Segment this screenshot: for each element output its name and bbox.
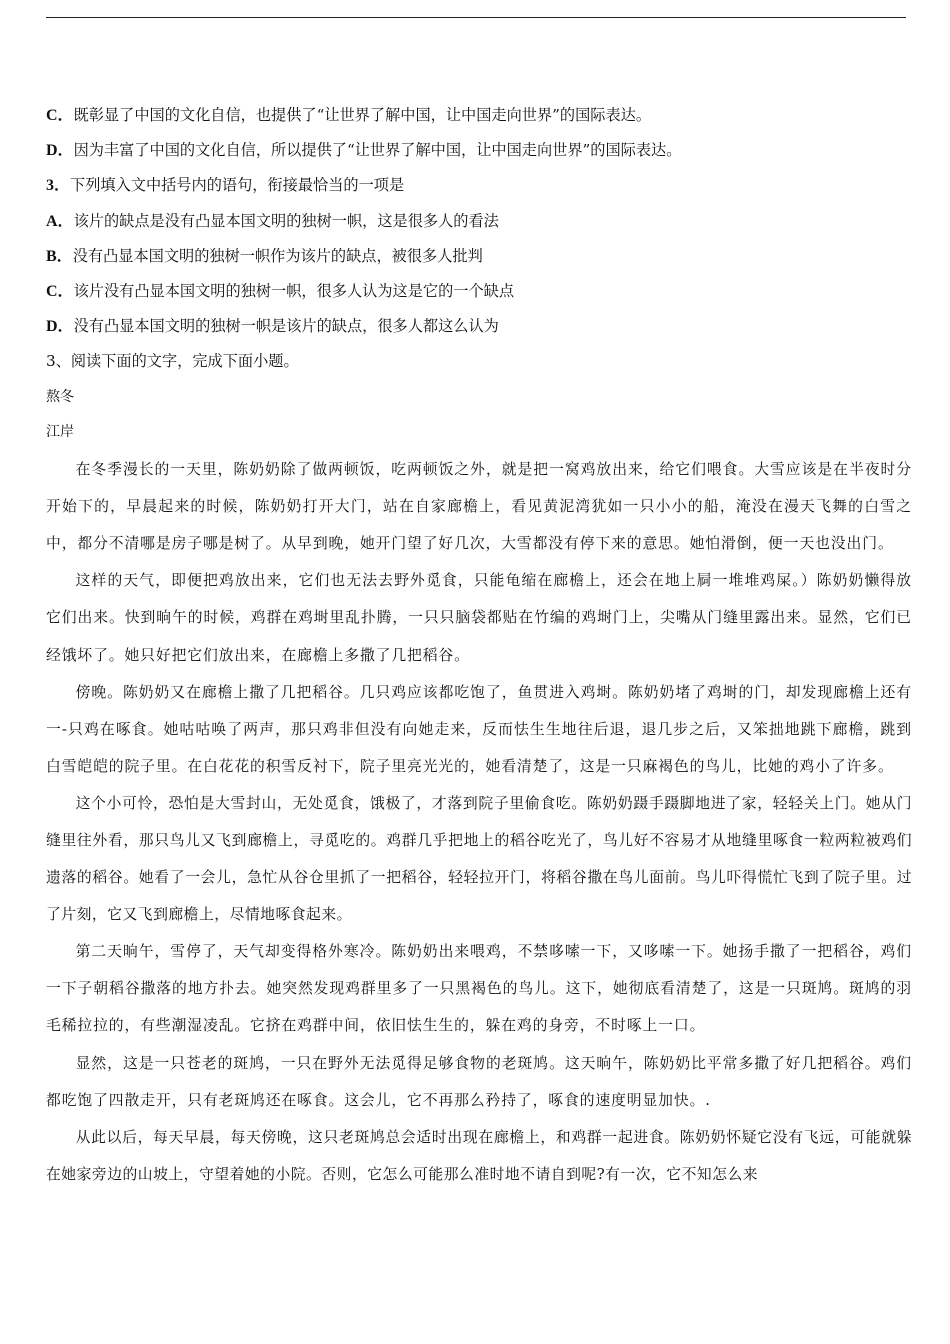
question-3-option-a: A．该片的缺点是没有凸显本国文明的独树一帜，这是很多人的看法 — [46, 211, 499, 230]
passage-title: 熬冬 — [46, 388, 74, 405]
passage-paragraph-2: 这样的天气，即便把鸡放出来，它们也无法去野外觅食，只能龟缩在廊檐上，还会在地上屙一堆堆鸡屎。）陈奶奶懒得放它们出来。快到晌午的时候，鸡群在鸡埘里乱扑腾，一只只脑袋都贴在竹编的鸡埘门上，尖嘴从门缝里露出来。显然，它们已经饿坏了。她只好把它们放出来，在廊檐上多撒了几把稻谷。 — [46, 572, 912, 664]
option-c-prev: C．既彰显了中国的文化自信，也提供了“让世界了解中国，让中国走向世界”的国际表达。 — [46, 106, 652, 124]
reading-instruction: 3、阅读下面的文字，完成下面小题。 — [46, 352, 299, 371]
question-3-stem: 3．下列填入文中括号内的语句，衔接最恰当的一项是 — [46, 176, 405, 195]
passage-paragraph-3: 傍晚。陈奶奶又在廊檐上撒了几把稻谷。几只鸡应该都吃饱了，鱼贯进入鸡埘。陈奶奶堵了鸡埘的门，却发现廊檐上还有一-只鸡在啄食。她咕咕唤了两声，那只鸡非但没有向她走来，反而怯生生地往后退，退几步之后，又笨拙地跳下廊檐，跳到白雪皑皑的院子里。在白花花的积雪反衬下，院子里亮光光的，她看清楚了，这是一只麻褐色的鸟儿，比她的鸡小了许多。 — [46, 683, 912, 775]
passage-paragraph-5: 第二天晌午，雪停了，天气却变得格外寒冷。陈奶奶出来喂鸡，不禁哆嗦一下，又哆嗦一下。她扬手撒了一把稻谷，鸡们一下子朝稻谷撒落的地方扑去。她突然发现鸡群里多了一只黑褐色的鸟儿。这下，她彻底看清楚了，这是一只斑鸠。斑鸠的羽毛稀拉拉的，有些潮湿凌乱。它挤在鸡群中间，依旧怯生生的，躲在鸡的身旁，不时啄上一口。 — [46, 943, 912, 1035]
question-3-option-d: D．没有凸显本国文明的独树一帜是该片的缺点，很多人都这么认为 — [46, 317, 499, 336]
option-d-prev: D．因为丰富了中国的文化自信，所以提供了“让世界了解中国，让中国走向世界”的国际表达。 — [46, 141, 682, 160]
document-body — [46, 98, 912, 1193]
passage-paragraph-1: 在冬季漫长的一天里，陈奶奶除了做两顿饭，吃两顿饭之外，就是把一窝鸡放出来，给它们喂食。大雪应该是在半夜时分开始下的，早晨起来的时候，陈奶奶打开大门，站在自家廊檐上，看见黄泥湾犹如一只小小的船，淹没在漫天飞舞的白雪之中，都分不清哪是房子哪是树了。从早到晚，她开门望了好几次，大雪都没有停下来的意思。她怕滑倒，便一天也没出门。 — [46, 461, 912, 553]
passage-paragraph-4: 这个小可怜，恐怕是大雪封山，无处觅食，饿极了，才落到院子里偷食吃。陈奶奶蹑手蹑脚地进了家，轻轻关上门。她从门缝里往外看，那只鸟儿又飞到廊檐上，寻觅吃的。鸡群几乎把地上的稻谷吃光了，鸟儿好不容易才从地缝里啄食一粒两粒被鸡们遗落的稻谷。她看了一会儿，急忙从谷仓里抓了一把稻谷，轻轻拉开门，将稻谷撒在鸟儿面前。鸟儿吓得慌忙飞到了院子里。过了片刻，它又飞到廊檐上，尽情地啄食起来。 — [46, 794, 912, 924]
passage-paragraph-6: 显然，这是一只苍老的斑鸠，一只在野外无法觅得足够食物的老斑鸠。这天晌午，陈奶奶比平常多撒了好几把稻谷。鸡们都吃饱了四散走开，只有老斑鸠还在啄食。这会儿，它不再那么矜持了，啄食的速度明显加快。. — [46, 1054, 912, 1109]
question-3-option-c: C．该片没有凸显本国文明的独树一帜，很多人认为这是它的一个缺点 — [46, 282, 514, 301]
question-3-option-b: B．没有凸显本国文明的独树一帜作为该片的缺点，被很多人批判 — [46, 246, 483, 265]
passage-text — [46, 451, 912, 1193]
passage-paragraph-7: 从此以后，每天早晨，每天傍晚，这只老斑鸠总会适时出现在廊檐上，和鸡群一起进食。陈奶奶怀疑它没有飞远，可能就躲在她家旁边的山坡上，守望着她的小院。否则，它怎么可能那么准时地不请自到呢?有一次，它不知怎么来 — [46, 1128, 912, 1183]
passage-author: 江岸 — [46, 423, 74, 440]
header-rule — [46, 17, 906, 18]
